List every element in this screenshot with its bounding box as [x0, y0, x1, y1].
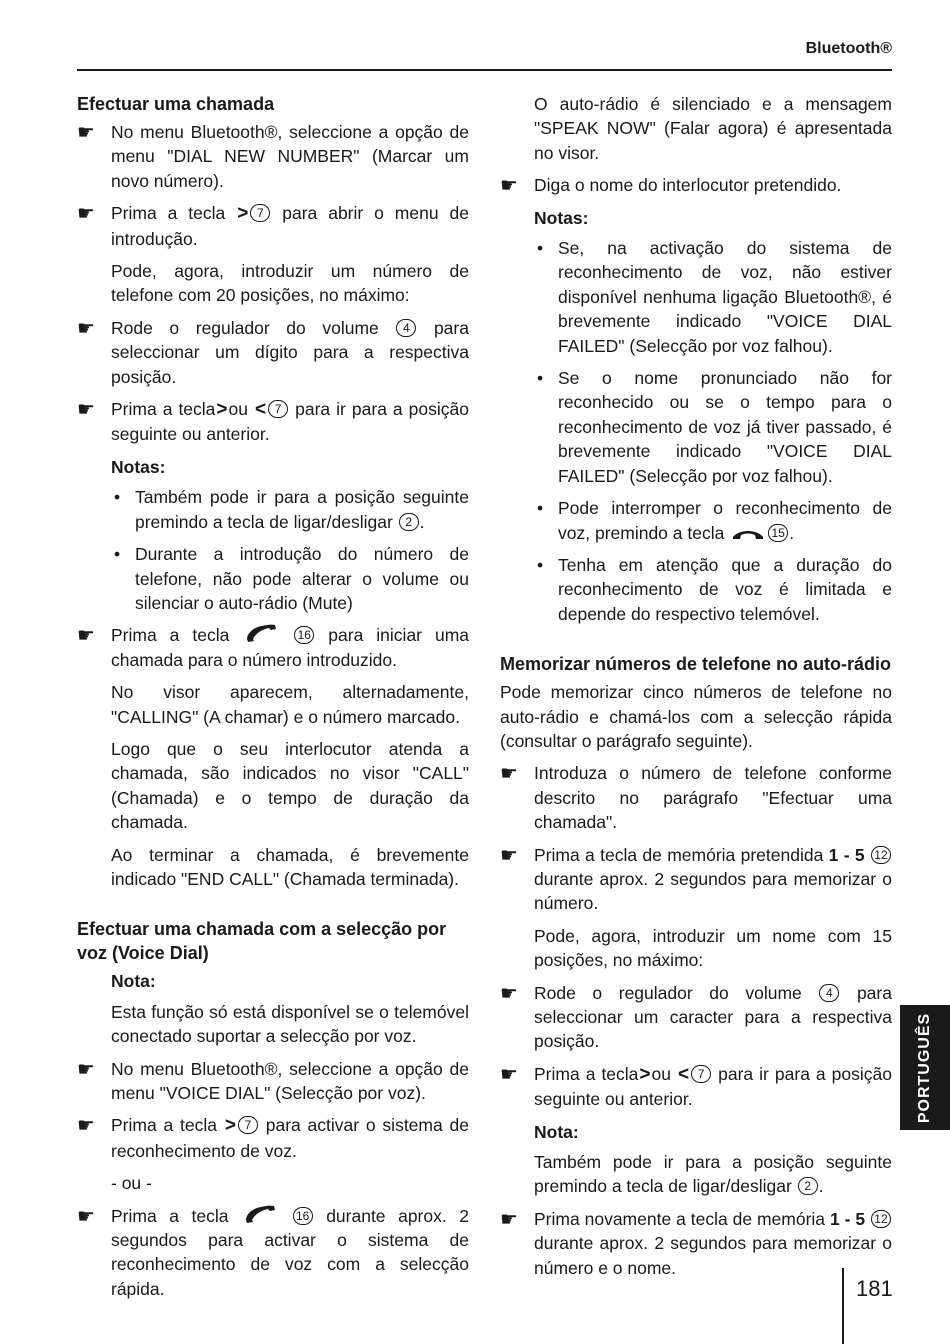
pointing-hand-icon: ☛: [500, 842, 518, 867]
callout-number: 7: [268, 400, 288, 418]
callout-number: 7: [691, 1065, 711, 1083]
callout-number: 16: [293, 1207, 313, 1225]
step-text: ou: [228, 399, 248, 420]
step-text: durante aprox. 2 segundos para activar o sistema de reconhecimento de voz com a selecção rápida.: [111, 1205, 470, 1299]
note-block: [534, 1120, 892, 1199]
note-item: [534, 366, 892, 488]
callout-number: 15: [768, 524, 788, 542]
step-text: para iniciar uma chamada para o número introduzido.: [111, 625, 470, 670]
note-heading: Nota:: [111, 971, 156, 992]
paragraph: No visor aparecem, alternadamente, "CALLING" (A chamar) e o número marcado.: [111, 682, 469, 727]
callout-number: 7: [250, 204, 270, 222]
next-key-icon: >: [216, 399, 228, 421]
note-text: Tenha em atenção que a duração do reconhecimento de voz é limitada e depende do respectivo telemóvel.: [558, 554, 892, 624]
step-item: [77, 1113, 469, 1163]
pointing-hand-icon: ☛: [77, 397, 95, 422]
note-text: .: [419, 511, 425, 532]
step-text: para activar o sistema de reconhecimento de voz.: [111, 1115, 469, 1161]
callout-number: 2: [399, 513, 419, 531]
notes-heading: Notas:: [534, 207, 589, 228]
pointing-hand-icon: ☛: [77, 201, 95, 226]
pointing-hand-icon: ☛: [77, 1203, 95, 1228]
step-text: No menu Bluetooth®, seleccione a opção de menu "DIAL NEW NUMBER" (Marcar um novo número).: [111, 122, 469, 191]
note-text: Durante a introdução do número de telefone, não pode alterar o volume ou silenciar o auto-rádio (Mute): [135, 544, 469, 613]
callout-number: 12: [871, 846, 891, 864]
note-text-part: .: [818, 1176, 824, 1197]
step-text: Prima novamente a tecla de memória: [534, 1208, 826, 1229]
previous-key-icon: <: [255, 399, 267, 421]
paragraph: Pode, agora, introduzir um número de telefone com 20 posições, no máximo:: [111, 261, 469, 306]
hang-up-icon: [731, 527, 765, 541]
section-heading-make-call: Efectuar uma chamada: [77, 94, 275, 114]
step-item: [500, 1207, 892, 1280]
step-text: Prima a tecla: [111, 625, 230, 646]
step-text: Prima a tecla: [534, 1063, 639, 1084]
step-text: Diga o nome do interlocutor pretendido.: [534, 175, 842, 196]
note-text: [534, 1150, 892, 1199]
notes-block: [534, 206, 892, 627]
step-item: [500, 761, 892, 834]
pointing-hand-icon: ☛: [77, 120, 95, 144]
step-text: Prima a tecla: [111, 399, 216, 420]
previous-key-icon: <: [678, 1063, 690, 1085]
note-text: Se, na activação do sistema de reconhecimento de voz, não estiver disponível nenhuma ligação Bluetooth®, é brevemente indicado "VOICE DIAL FAILED" (Selecção por voz falhou).: [558, 238, 892, 356]
bullet-dot: •: [537, 368, 544, 389]
callout-number: 2: [798, 1177, 818, 1195]
bullet-dot: •: [537, 498, 544, 519]
pointing-hand-icon: ☛: [77, 315, 95, 340]
section-heading-store-numbers: Memorizar números de telefone no auto-rádio: [500, 654, 892, 675]
callout-number: 7: [238, 1116, 258, 1134]
step-text: durante aprox. 2 segundos para memorizar o número.: [534, 868, 892, 914]
step-item: [500, 981, 892, 1054]
callout-number: 12: [871, 1210, 891, 1228]
phone-handset-icon: [244, 623, 278, 643]
section-heading-voice-dial: Efectuar uma chamada com a selecção por voz (Voice Dial): [77, 919, 447, 964]
callout-number: 4: [396, 319, 416, 337]
pointing-hand-icon: ☛: [77, 1113, 95, 1138]
step-item: [77, 1057, 469, 1106]
step-text: Prima a tecla de memória pretendida: [534, 844, 824, 865]
step-text: para ir para a posição seguinte ou anterior.: [534, 1063, 892, 1110]
step-text: Rode o regulador do volume: [534, 982, 802, 1003]
pointing-hand-icon: ☛: [500, 1206, 518, 1231]
bullet-dot: •: [537, 554, 544, 575]
step-item: [77, 397, 469, 447]
note-item: [111, 485, 469, 534]
footer-rule: [842, 1268, 844, 1344]
note-text: Se o nome pronunciado não for reconhecido ou se o tempo para o reconhecimento de voz já tiver passado, é brevemente indicado "VOICE DIAL FAILED" (Selecção por voz falhou).: [558, 368, 892, 486]
pointing-hand-icon: ☛: [77, 623, 95, 648]
running-header: Bluetooth®: [805, 40, 892, 57]
step-text: para seleccionar um dígito para a respectiva posição.: [111, 317, 469, 387]
pointing-hand-icon: ☛: [500, 980, 518, 1005]
header-rule: [77, 69, 892, 71]
next-key-icon: >: [639, 1063, 651, 1085]
paragraph: Logo que o seu interlocutor atenda a chamada, são indicados no visor "CALL" (Chamada) e o tempo de duração da chamada.: [111, 738, 469, 833]
note-item: [534, 496, 892, 545]
callout-number: 4: [819, 984, 839, 1002]
memory-keys-label: 1 - 5: [829, 1208, 866, 1229]
step-item: [500, 843, 892, 916]
note-text: Também pode ir para a posição seguinte premindo a tecla de ligar/desligar: [135, 487, 469, 532]
phone-handset-icon: [243, 1204, 277, 1224]
step-text: para ir para a posição seguinte ou anterior.: [111, 399, 469, 445]
step-item: [500, 1062, 892, 1112]
next-key-icon: >: [237, 203, 249, 225]
bullet-dot: •: [114, 487, 121, 508]
step-item: [500, 173, 892, 197]
step-text: para abrir o menu de introdução.: [111, 203, 469, 249]
right-column: [500, 92, 892, 1288]
pointing-hand-icon: ☛: [500, 761, 518, 786]
step-item: [77, 623, 469, 672]
pointing-hand-icon: ☛: [500, 173, 518, 198]
next-key-icon: >: [224, 1115, 236, 1137]
step-text: Introduza o número de telefone conforme descrito no parágrafo "Efectuar uma chamada".: [534, 763, 892, 833]
note-item: [111, 542, 469, 615]
step-text: Prima a tecla: [111, 203, 226, 224]
note-block: [111, 969, 469, 1048]
step-item: [77, 1204, 469, 1302]
notes-block: [111, 455, 469, 615]
note-item: [534, 553, 892, 626]
bullet-dot: •: [114, 544, 121, 565]
step-item: [77, 201, 469, 251]
step-text: para seleccionar um caracter para a respectiva posição.: [534, 982, 892, 1052]
note-heading: Nota:: [534, 1121, 579, 1142]
pointing-hand-icon: ☛: [77, 1056, 95, 1081]
note-text-part: Também pode ir para a posição seguinte premindo a tecla de ligar/desligar: [534, 1152, 892, 1197]
language-tab-label: PORTUGUÊS: [916, 1012, 933, 1123]
step-text: ou: [651, 1063, 671, 1084]
paragraph: Pode memorizar cinco números de telefone no auto-rádio e chamá-los com a selecção rápida (consultar o parágrafo seguinte).: [500, 682, 892, 751]
step-text: Prima a tecla: [111, 1205, 229, 1226]
paragraph: Pode, agora, introduzir um nome com 15 posições, no máximo:: [534, 925, 892, 971]
step-item: [77, 316, 469, 389]
step-text: No menu Bluetooth®, seleccione a opção de menu "VOICE DIAL" (Selecção por voz).: [111, 1058, 469, 1103]
paragraph: O auto-rádio é silenciado e a mensagem "SPEAK NOW" (Falar agora) é apresentada no visor.: [534, 94, 892, 163]
note-text: Esta função só está disponível se o telemóvel conectado suportar a selecção por voz.: [111, 1001, 469, 1047]
bullet-dot: •: [537, 238, 544, 259]
language-tab: [900, 1005, 950, 1130]
step-item: [77, 120, 469, 193]
step-text: Rode o regulador do volume: [111, 317, 379, 338]
callout-number: 16: [294, 626, 314, 644]
notes-heading: Notas:: [111, 456, 166, 477]
step-text: durante aprox. 2 segundos para memorizar o número e o nome.: [534, 1233, 892, 1278]
pointing-hand-icon: ☛: [500, 1061, 518, 1086]
note-text: Pode interromper o reconhecimento de voz, premindo a tecla: [558, 498, 892, 543]
note-item: [534, 236, 892, 358]
paragraph: Ao terminar a chamada, é brevemente indicado "END CALL" (Chamada terminada).: [111, 844, 469, 889]
or-separator: - ou -: [111, 1173, 152, 1194]
memory-keys-label: 1 - 5: [828, 844, 865, 865]
note-text: .: [789, 522, 795, 543]
step-text: Prima a tecla: [111, 1115, 217, 1136]
page-number: 181: [856, 1276, 893, 1301]
left-column: [77, 92, 469, 1309]
